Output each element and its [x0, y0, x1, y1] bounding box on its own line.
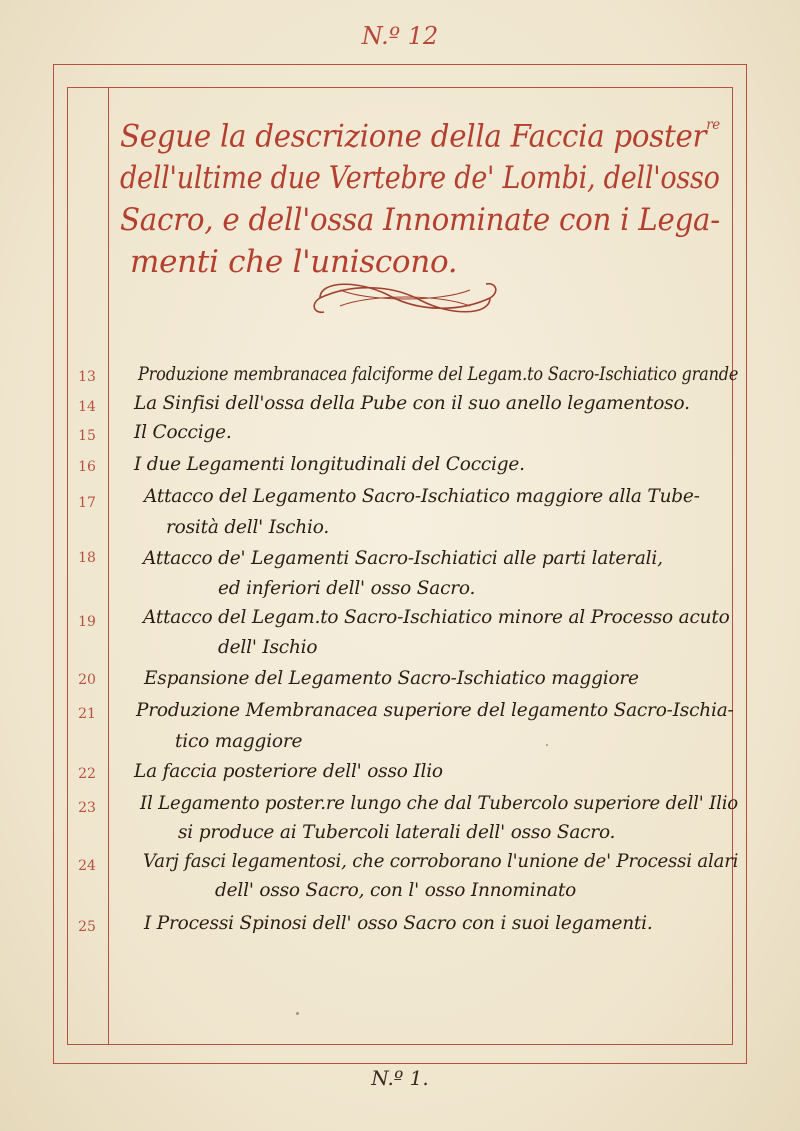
- page-number-mark: N.º 12: [361, 22, 439, 50]
- entry-number: 13: [78, 369, 96, 385]
- entry-text-line: rosità dell' Ischio.: [166, 517, 330, 538]
- title-line-4: menti che l'uniscono.: [130, 244, 458, 281]
- entry-text-line: Il Legamento poster.re lungo che dal Tubercolo superiore dell' Ilio: [140, 793, 739, 814]
- entry-number: 14: [78, 399, 96, 415]
- entry-text-line: La Sinfisi dell'ossa della Pube con il suo anello legamentoso.: [134, 393, 690, 414]
- entry-number: 22: [78, 766, 96, 782]
- entry-text-line: I due Legamenti longitudinali del Coccige.: [134, 454, 525, 475]
- entry-text-line: I Processi Spinosi dell' osso Sacro con i suoi legamenti.: [144, 913, 653, 934]
- entry-text-line: Il Coccige.: [134, 422, 232, 443]
- entry-text-line: Attacco del Legam.to Sacro-Ischiatico minore al Processo acuto: [143, 607, 730, 628]
- entry-number: 23: [78, 800, 96, 816]
- entry-number: 15: [78, 428, 96, 444]
- title-superscript: re: [706, 117, 720, 133]
- entry-number: 24: [78, 858, 96, 874]
- title-line-3: Sacro, e dell'ossa Innominate con i Lega-: [120, 202, 720, 239]
- entry-text-line: Attacco de' Legamenti Sacro-Ischiatici alle parti laterali,: [143, 548, 663, 569]
- title-line-1-text: Segue la descrizione della Faccia poster: [120, 118, 707, 155]
- entry-number: 25: [78, 919, 96, 935]
- title-line-2: dell'ultime due Vertebre de' Lombi, dell'osso: [120, 160, 720, 197]
- entry-text-line: Attacco del Legamento Sacro-Ischiatico maggiore alla Tube-: [144, 486, 700, 507]
- footer-page-mark: N.º 1.: [371, 1066, 429, 1090]
- entry-number: 16: [78, 459, 96, 475]
- entry-text-line: dell' Ischio: [218, 637, 318, 658]
- entry-text-line: si produce ai Tubercoli laterali dell' osso Sacro.: [178, 822, 616, 843]
- entry-text-line: Produzione membranacea falciforme del Legam.to Sacro-Ischiatico grande: [138, 364, 739, 385]
- entry-number: 19: [78, 614, 96, 630]
- entry-text-line: Varj fasci legamentosi, che corroborano l'unione de' Processi alari: [143, 851, 739, 872]
- entry-text-line: Espansione del Legamento Sacro-Ischiatico maggiore: [144, 668, 639, 689]
- entry-number: 17: [78, 495, 96, 511]
- entry-text-line: ed inferiori dell' osso Sacro.: [218, 578, 476, 599]
- entry-number: 21: [78, 706, 96, 722]
- entry-text-line: tico maggiore: [175, 731, 303, 752]
- entry-number: 20: [78, 672, 96, 688]
- entry-text-line: La faccia posteriore dell' osso Ilio: [134, 761, 443, 782]
- entry-text-line: dell' osso Sacro, con l' osso Innominato: [215, 880, 577, 901]
- paper-speck: [296, 1012, 299, 1015]
- entry-number: 18: [78, 550, 96, 566]
- entry-text-line: Produzione Membranacea superiore del legamento Sacro-Ischia-: [136, 700, 734, 721]
- paper-speck: [546, 744, 548, 746]
